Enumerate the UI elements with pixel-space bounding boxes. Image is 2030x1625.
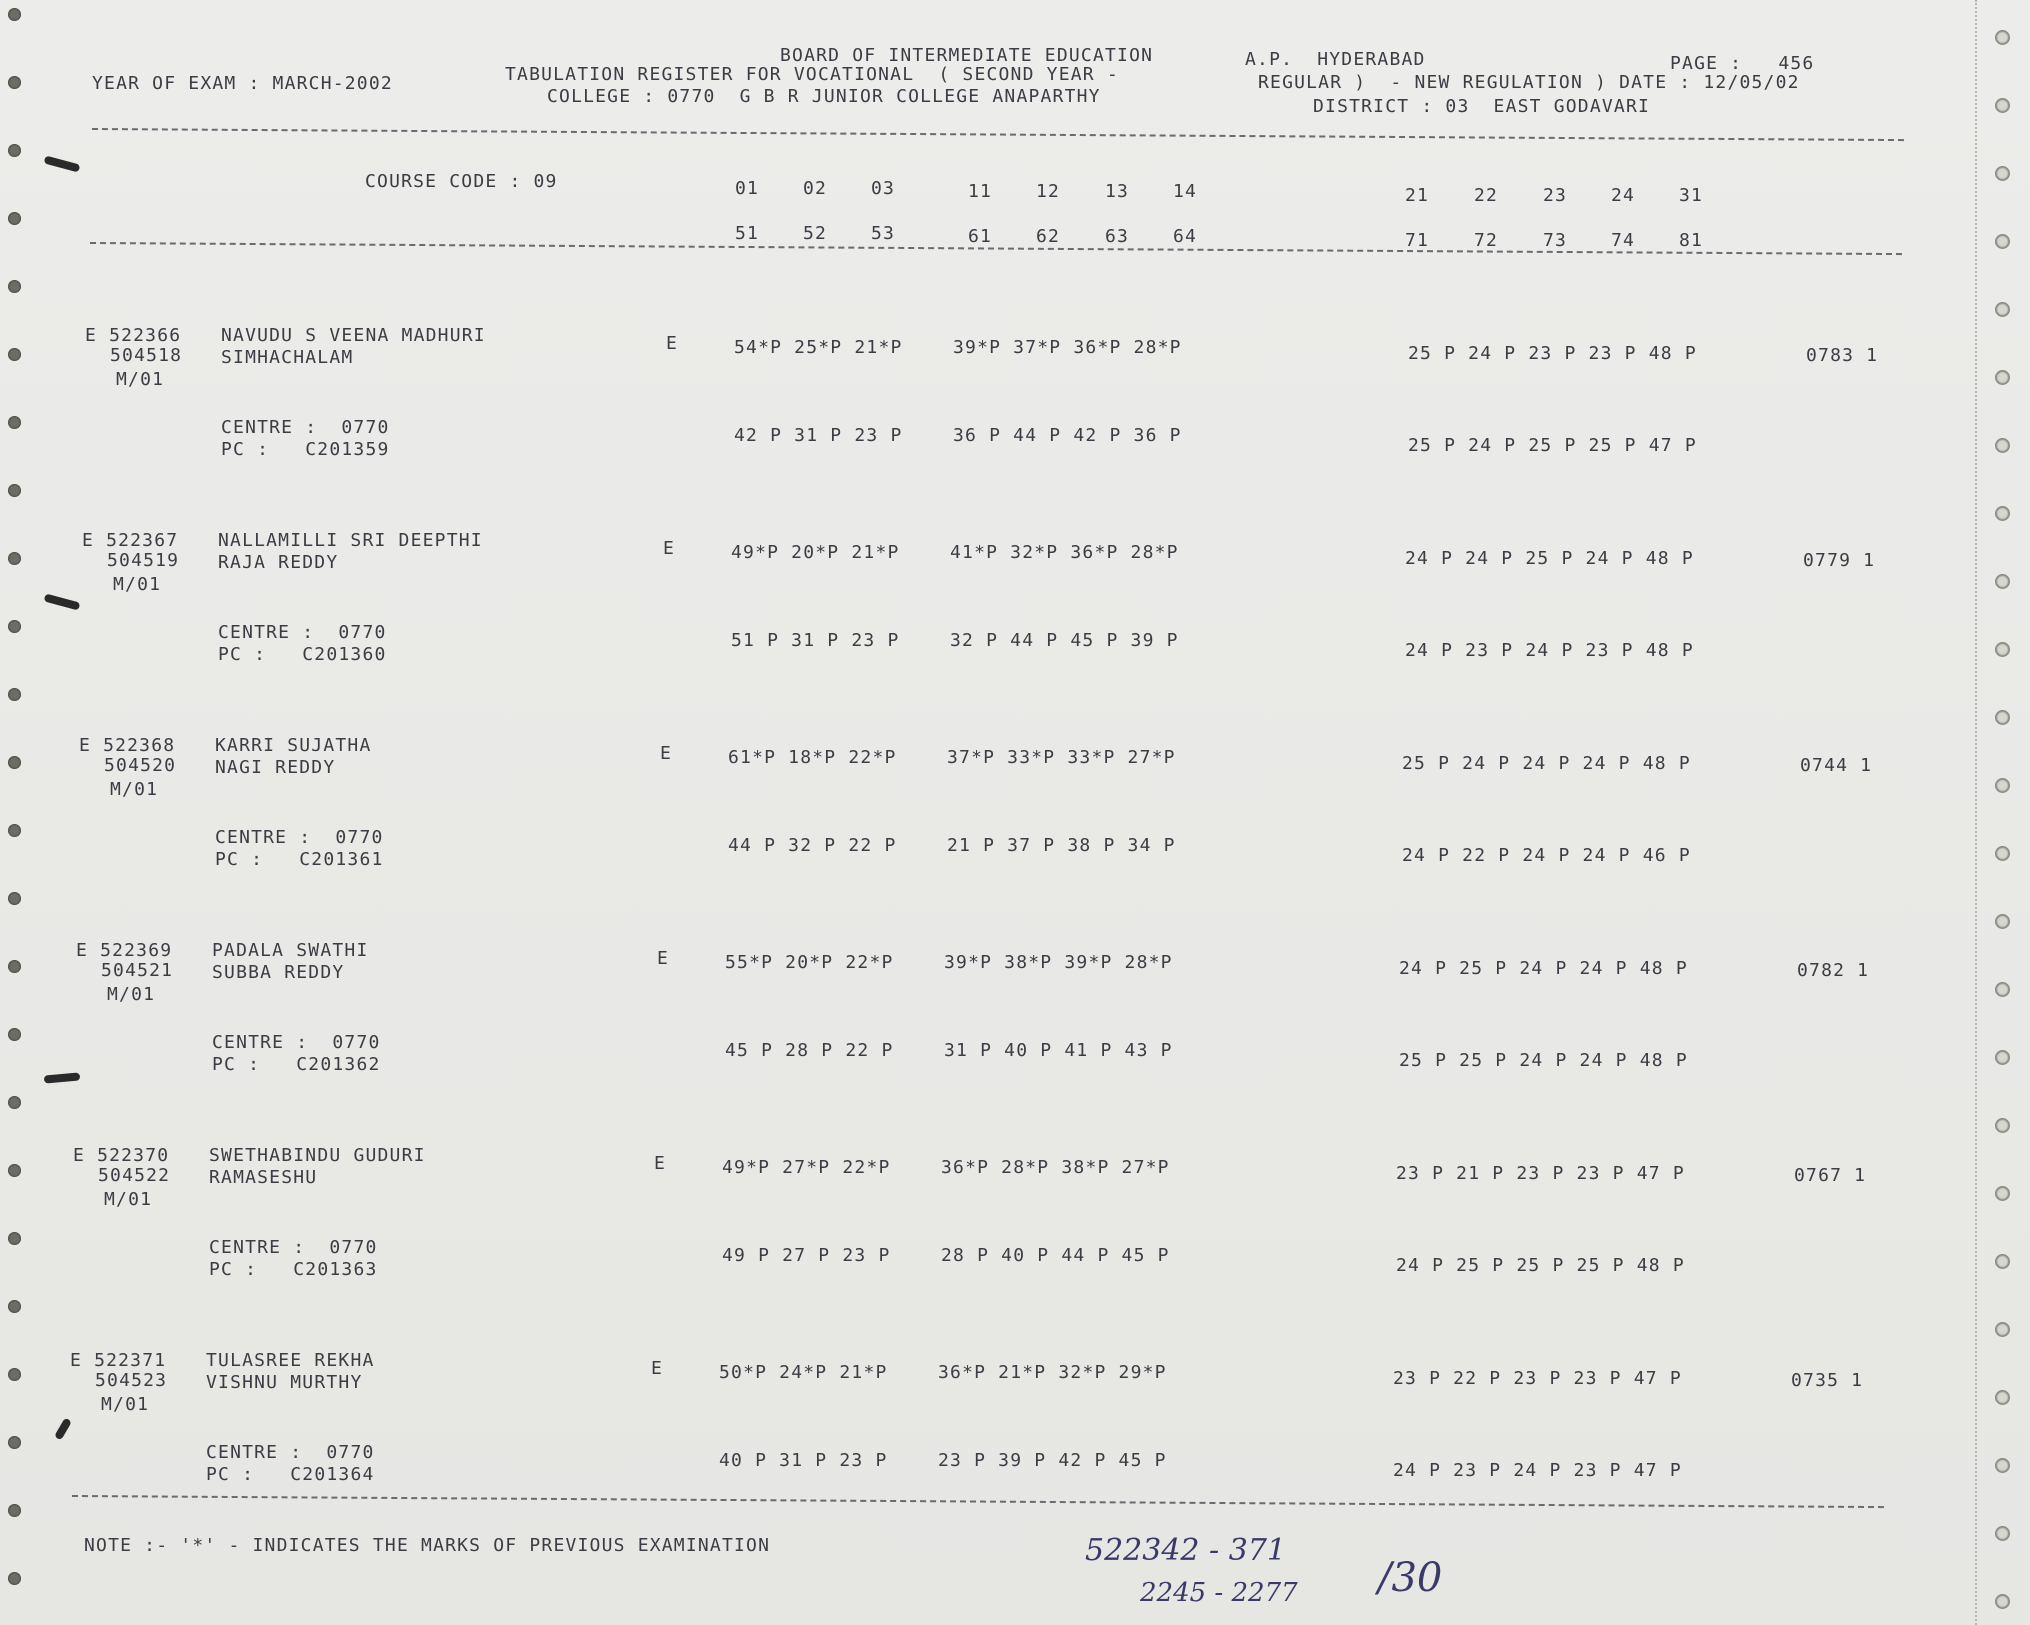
sprocket-hole [1995,1186,2010,1201]
prev-marks-group-3: 24 P 23 P 24 P 23 P 48 P [1405,640,1694,661]
prev-marks-group-2: 23 P 39 P 42 P 45 P [938,1450,1167,1471]
separator [92,128,1904,141]
centre: CENTRE : 0770 [218,622,387,643]
sprocket-hole [1995,302,2010,317]
sprocket-hole [8,552,21,565]
prev-marks-group-1: 42 P 31 P 23 P [734,425,903,446]
father-name: RAMASESHU [209,1167,318,1188]
footnote: NOTE :- '*' - INDICATES THE MARKS OF PREVIOUS EXAMINATION [84,1535,771,1556]
prev-marks-group-2: 21 P 37 P 38 P 34 P [947,835,1176,856]
sprocket-hole [1995,438,2010,453]
student-id: E 522369 [76,940,173,961]
medium-code: M/01 [101,1394,150,1415]
sprocket-hole [8,620,21,633]
regulation-date: REGULAR ) - NEW REGULATION ) DATE : 12/05/02 [1258,72,1800,93]
marks-group-2: 36*P 28*P 38*P 27*P [941,1157,1170,1178]
roll-number: 504522 [98,1165,171,1186]
handwritten-range-1: 522342 - 371 [1085,1533,1286,1568]
pc-code: PC : C201363 [209,1259,378,1280]
prev-marks-group-1: 44 P 32 P 22 P [728,835,897,856]
marks-group-2: 41*P 32*P 36*P 28*P [950,542,1179,563]
sprocket-hole [8,280,21,293]
sprocket-hole [8,144,21,157]
sprocket-hole [1995,574,2010,589]
ink-mark [54,1417,72,1440]
prev-marks-group-3: 24 P 25 P 25 P 25 P 48 P [1396,1255,1685,1276]
board-location: A.P. HYDERABAD [1245,49,1426,70]
marks-group-1: 55*P 20*P 22*P [725,952,894,973]
prev-marks-group-3: 25 P 24 P 25 P 25 P 47 P [1408,435,1697,456]
sprocket-hole [1995,234,2010,249]
subject-code: 64 [1173,226,1198,247]
total-marks: 0735 1 [1791,1370,1864,1391]
subject-code: 21 [1405,185,1430,206]
prev-marks-group-1: 45 P 28 P 22 P [725,1040,894,1061]
subject-code: 61 [968,226,993,247]
marks-group-2: 36*P 21*P 32*P 29*P [938,1362,1167,1383]
marks-group-3: 23 P 22 P 23 P 23 P 47 P [1393,1368,1682,1389]
subject-code: 72 [1474,230,1499,251]
sprocket-hole [1995,506,2010,521]
sprocket-hole [8,1096,21,1109]
subject-code: 11 [968,181,993,202]
ink-mark [44,593,81,610]
roll-number: 504518 [110,345,183,366]
marks-group-3: 24 P 24 P 25 P 24 P 48 P [1405,548,1694,569]
sprocket-hole [8,1028,21,1041]
marks-group-1: 54*P 25*P 21*P [734,337,903,358]
prev-marks-group-1: 49 P 27 P 23 P [722,1245,891,1266]
sprocket-hole [1995,846,2010,861]
grade: E [657,948,670,969]
right-perforation [1995,0,2025,1625]
sprocket-hole [8,348,21,361]
sprocket-hole [1995,30,2010,45]
sprocket-hole [8,1164,21,1177]
sprocket-hole [8,1368,21,1381]
marks-group-1: 50*P 24*P 21*P [719,1362,888,1383]
ink-mark [44,155,81,172]
handwritten-range-2: 2245 - 2277 [1140,1578,1298,1608]
subject-code: 73 [1543,230,1568,251]
roll-number: 504523 [95,1370,168,1391]
student-id: E 522370 [73,1145,170,1166]
prev-marks-group-2: 31 P 40 P 41 P 43 P [944,1040,1173,1061]
sprocket-hole [8,1572,21,1585]
subject-code: 62 [1036,226,1061,247]
pc-code: PC : C201361 [215,849,384,870]
sprocket-hole [8,484,21,497]
subject-code: 63 [1105,226,1130,247]
subject-code: 02 [803,178,828,199]
pc-code: PC : C201359 [221,439,390,460]
prev-marks-group-1: 51 P 31 P 23 P [731,630,900,651]
sprocket-hole [1995,166,2010,181]
sprocket-hole [1995,1390,2010,1405]
father-name: RAJA REDDY [218,552,339,573]
tear-line [1975,0,1977,1625]
sprocket-hole [1995,1458,2010,1473]
sprocket-hole [1995,98,2010,113]
subject-code: 12 [1036,181,1061,202]
marks-group-3: 23 P 21 P 23 P 23 P 47 P [1396,1163,1685,1184]
centre: CENTRE : 0770 [221,417,390,438]
district: DISTRICT : 03 EAST GODAVARI [1313,96,1651,117]
grade: E [651,1358,664,1379]
medium-code: M/01 [113,574,162,595]
subject-code: 01 [735,178,760,199]
sprocket-hole [8,1300,21,1313]
sprocket-hole [8,688,21,701]
sprocket-hole [8,1436,21,1449]
sprocket-hole [1995,914,2010,929]
subject-code: 03 [871,178,896,199]
marks-group-3: 24 P 25 P 24 P 24 P 48 P [1399,958,1688,979]
student-name: SWETHABINDU GUDURI [209,1145,426,1166]
sprocket-hole [1995,1050,2010,1065]
prev-marks-group-1: 40 P 31 P 23 P [719,1450,888,1471]
father-name: VISHNU MURTHY [206,1372,363,1393]
centre: CENTRE : 0770 [206,1442,375,1463]
medium-code: M/01 [116,369,165,390]
subject-code: 31 [1679,185,1704,206]
student-id: E 522371 [70,1350,167,1371]
course-code: COURSE CODE : 09 [365,171,558,192]
marks-group-2: 37*P 33*P 33*P 27*P [947,747,1176,768]
sprocket-hole [8,212,21,225]
sprocket-hole [8,416,21,429]
roll-number: 504519 [107,550,180,571]
sprocket-hole [1995,1254,2010,1269]
total-marks: 0783 1 [1806,345,1879,366]
marks-group-3: 25 P 24 P 24 P 24 P 48 P [1402,753,1691,774]
pc-code: PC : C201360 [218,644,387,665]
student-id: E 522366 [85,325,182,346]
register-title: TABULATION REGISTER FOR VOCATIONAL ( SECOND YEAR - [505,64,1119,85]
subject-code: 23 [1543,185,1568,206]
subject-code: 74 [1611,230,1636,251]
subject-code: 71 [1405,230,1430,251]
student-name: NAVUDU S VEENA MADHURI [221,325,486,346]
subject-code: 24 [1611,185,1636,206]
separator [72,1495,1884,1508]
student-id: E 522368 [79,735,176,756]
pc-code: PC : C201364 [206,1464,375,1485]
student-name: TULASREE REKHA [206,1350,375,1371]
sprocket-hole [8,1232,21,1245]
subject-code: 13 [1105,181,1130,202]
father-name: NAGI REDDY [215,757,336,778]
sprocket-hole [1995,710,2010,725]
sprocket-hole [1995,778,2010,793]
roll-number: 504520 [104,755,177,776]
prev-marks-group-3: 24 P 22 P 24 P 24 P 46 P [1402,845,1691,866]
student-name: KARRI SUJATHA [215,735,372,756]
subject-code: 14 [1173,181,1198,202]
marks-group-1: 61*P 18*P 22*P [728,747,897,768]
sprocket-hole [8,824,21,837]
father-name: SIMHACHALAM [221,347,354,368]
page-number: PAGE : 456 [1670,53,1815,74]
centre: CENTRE : 0770 [209,1237,378,1258]
marks-group-3: 25 P 24 P 23 P 23 P 48 P [1408,343,1697,364]
medium-code: M/01 [110,779,159,800]
sprocket-hole [1995,642,2010,657]
roll-number: 504521 [101,960,174,981]
prev-marks-group-3: 25 P 25 P 24 P 24 P 48 P [1399,1050,1688,1071]
total-marks: 0779 1 [1803,550,1876,571]
marks-group-1: 49*P 27*P 22*P [722,1157,891,1178]
subject-code: 53 [871,223,896,244]
sprocket-hole [1995,982,2010,997]
sprocket-hole [1995,370,2010,385]
board-title: BOARD OF INTERMEDIATE EDUCATION [780,45,1154,66]
sprocket-hole [8,960,21,973]
grade: E [654,1153,667,1174]
prev-marks-group-3: 24 P 23 P 24 P 23 P 47 P [1393,1460,1682,1481]
marks-group-2: 39*P 37*P 36*P 28*P [953,337,1182,358]
student-name: NALLAMILLI SRI DEEPTHI [218,530,483,551]
sprocket-hole [8,756,21,769]
total-marks: 0782 1 [1797,960,1870,981]
sprocket-hole [8,76,21,89]
total-marks: 0744 1 [1800,755,1873,776]
grade: E [660,743,673,764]
sprocket-hole [8,1504,21,1517]
centre: CENTRE : 0770 [215,827,384,848]
college-name: COLLEGE : 0770 G B R JUNIOR COLLEGE ANAPARTHY [547,86,1101,107]
centre: CENTRE : 0770 [212,1032,381,1053]
sprocket-hole [1995,1594,2010,1609]
grade: E [663,538,676,559]
sprocket-hole [1995,1118,2010,1133]
ink-mark [44,1072,81,1083]
marks-group-2: 39*P 38*P 39*P 28*P [944,952,1173,973]
sprocket-hole [8,8,21,21]
prev-marks-group-2: 28 P 40 P 44 P 45 P [941,1245,1170,1266]
subject-code: 81 [1679,230,1704,251]
sprocket-hole [8,892,21,905]
medium-code: M/01 [104,1189,153,1210]
sprocket-hole [1995,1322,2010,1337]
grade: E [666,333,679,354]
marks-group-1: 49*P 20*P 21*P [731,542,900,563]
pc-code: PC : C201362 [212,1054,381,1075]
year-of-exam: YEAR OF EXAM : MARCH-2002 [92,73,393,94]
sprocket-hole [1995,1526,2010,1541]
subject-code: 22 [1474,185,1499,206]
handwritten-count: /30 [1378,1555,1443,1601]
subject-code: 51 [735,223,760,244]
prev-marks-group-2: 32 P 44 P 45 P 39 P [950,630,1179,651]
total-marks: 0767 1 [1794,1165,1867,1186]
medium-code: M/01 [107,984,156,1005]
subject-code: 52 [803,223,828,244]
left-perforation [8,0,38,1625]
father-name: SUBBA REDDY [212,962,345,983]
student-id: E 522367 [82,530,179,551]
student-name: PADALA SWATHI [212,940,369,961]
prev-marks-group-2: 36 P 44 P 42 P 36 P [953,425,1182,446]
